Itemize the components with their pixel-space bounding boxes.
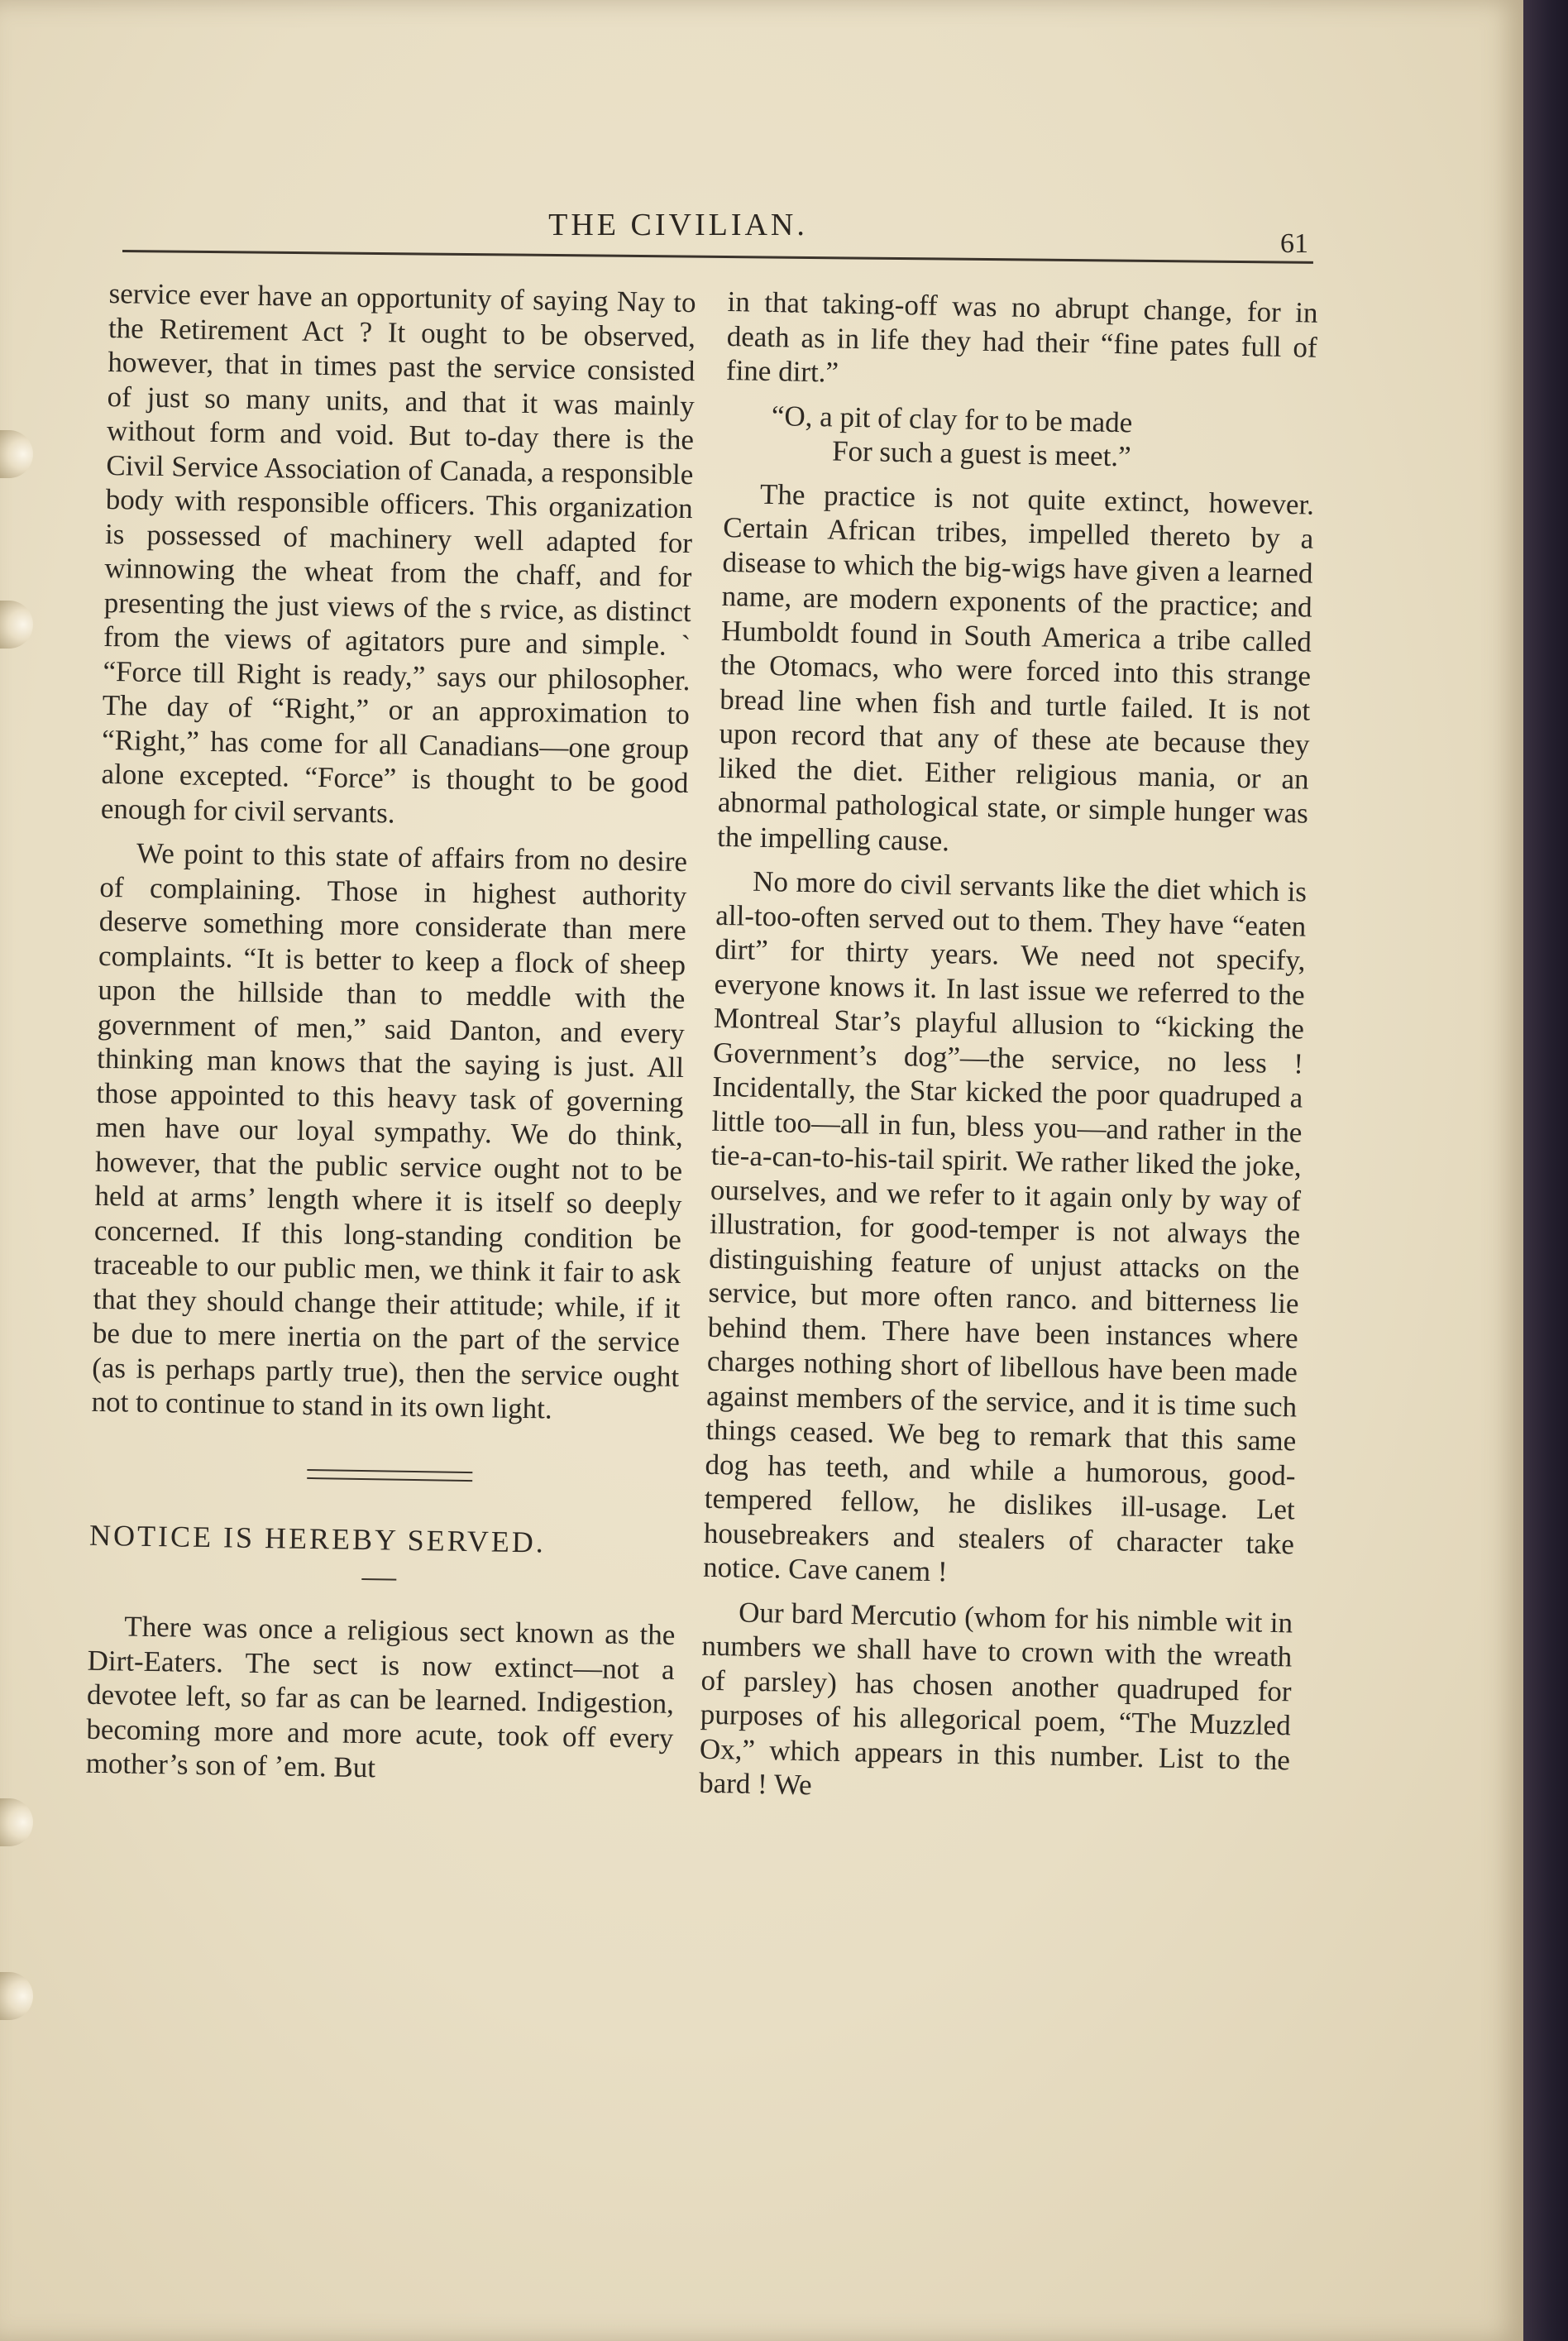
- book-spine: [1523, 0, 1568, 2341]
- right-paragraph-2: The practice is not quite extinct, however. Certain African tribes, impelled thereto by a disease to which the big-wigs have given a learned name, are modern exponents of the practice; and Humboldt found in South America a tribe called the Otomacs, who were forced into this strange bread line when fish and turtle failed. It is not upon record that any of these ate because they liked the diet. Either religious mania, or an abnormal pathological state, or simple hunger was the impelling cause.: [716, 477, 1315, 857]
- heading-rule: [361, 1578, 396, 1581]
- header-rule: [122, 250, 1313, 264]
- binding-hole: [0, 1972, 33, 2020]
- verse-line-2: For such a guest is meet.”: [831, 434, 1132, 473]
- verse-line-1: “O, a pit of clay for to be made: [771, 399, 1133, 438]
- left-paragraph-3: There was once a religious sect known as the Dirt-Eaters. The sect is now extinct—not a devotee left, so far as can be learned. Indigestion, becoming more and more acute, took off every mother’s son of ’em. But: [85, 1610, 676, 1784]
- binding-hole: [0, 430, 33, 478]
- right-paragraph-1: in that taking-off was no abrupt change, for in death as in life they had their “fine pates full of fine dirt.”: [725, 285, 1318, 389]
- right-column: [699, 285, 1318, 1822]
- running-header-title: THE CIVILIAN.: [548, 208, 808, 242]
- binding-hole: [0, 601, 33, 649]
- right-paragraph-4: Our bard Mercutio (whom for his nimble wit in numbers we shall have to crown with the wreath of parsley) has chosen another quadruped for purposes of his allegorical poem, “The Muzzled Ox,” which appears in this number. List to the bard ! We: [698, 1596, 1293, 1802]
- section-divider: [307, 1468, 472, 1481]
- page-number: 61: [1280, 228, 1308, 259]
- binding-hole: [0, 1798, 33, 1846]
- section-heading: NOTICE IS HEREBY SERVED.: [88, 1518, 547, 1558]
- left-column: [85, 276, 696, 1799]
- left-paragraph-2: We point to this state of affairs from no desire of complaining. Those in highest authority deserve something more considerate than mere complaints. “It is better to keep a flock of sheep upon the hillside than to meddle with the government of men,” said Danton, and every thinking man knows that the saying is just. All those appointed to this heavy task of governing men have our loyal sympathy. We do think, however, that the public service ought not to be held at arms’ length where it is itself so deeply concerned. If this long-standing condition be traceable to our public men, we think it fair to ask that they should change their attitude; while, if it be due to mere inertia on the part of the service (as is perhaps partly true), then the service ought not to continue to stand in its own light.: [91, 836, 688, 1425]
- right-paragraph-3: No more do civil servants like the diet which is all-too-often served out to them. They have “eaten dirt” for thirty years. We need not specify, everyone knows it. In last issue we referred to the Montreal Star’s playful allusion to “kicking the Government’s dog”—the service, no less ! Incidentally, the Star kicked the poor quadruped a little too—all in fun, bless you—and rather in the tie-a-can-to-his-tail spirit. We rather liked the joke, ourselves, and we refer to it again only by way of illustration, for good-temper is not always the distinguishing feature of unjust attacks on the service, but more often ranco. and bitterness lie behind them. There have been instances where charges nothing short of libellous have been made against members of the service, and it is time such things ceased. We beg to remark that this same dog has teeth, and while a humorous, good-tempered fellow, he dislikes ill-usage. Let housebreakers and stealers of character take notice. Cave canem !: [702, 864, 1307, 1588]
- left-paragraph-1: service ever have an opportunity of saying Nay to the Retirement Act ? It ought to be observed, however, that in times past the service consisted of just so many units, and that it was mainly without form and void. But to-day there is the Civil Service Association of Canada, a responsible body with responsible officers. This organization is possessed of machinery well adapted for winnowing the wheat from the chaff, and for presenting the just views of the s rvice, as distinct from the views of agitators pure and simple. ` “Force till Right is ready,” says our philosopher. The day of “Right,” or an approximation to “Right,” has come for all Canadians—one group alone excepted. “Force” is thought to be good enough for civil servants.: [100, 276, 696, 830]
